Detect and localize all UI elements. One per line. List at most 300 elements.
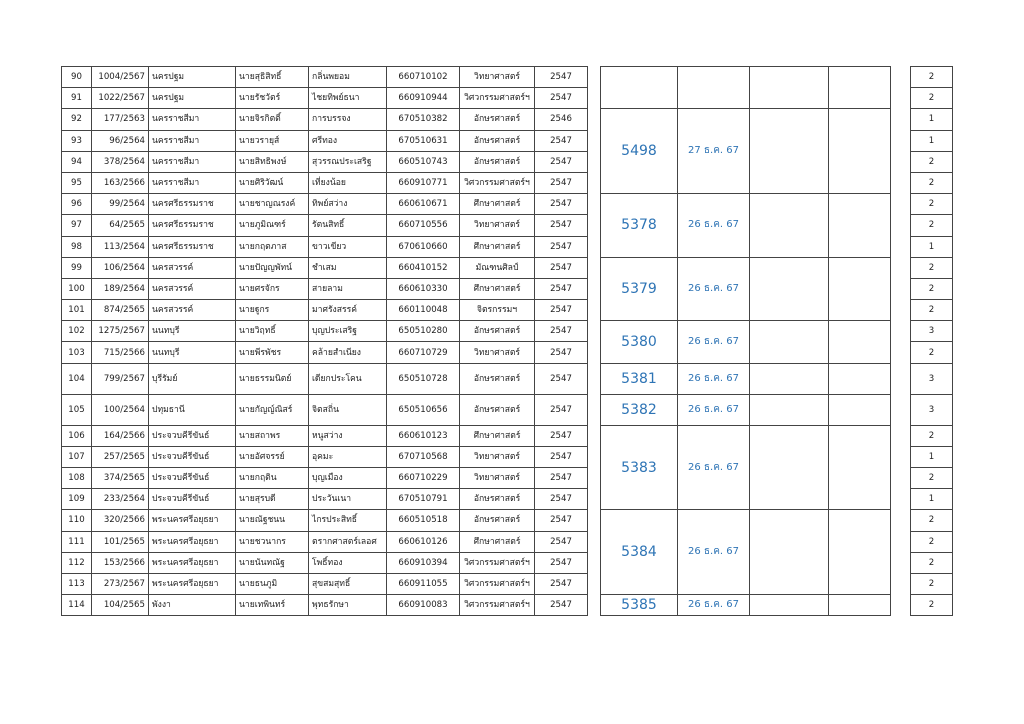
spacer-cell	[588, 342, 601, 363]
spacer-cell	[588, 489, 601, 510]
count-cell: 2	[911, 151, 953, 172]
spacer-cell	[588, 151, 601, 172]
first-name-cell: นายกฤตภาส	[236, 236, 309, 257]
student-id-cell: 660910771	[387, 172, 460, 193]
spacer-cell	[891, 510, 911, 531]
first-name-cell: นายอัศจรรย์	[236, 446, 309, 467]
spacer-cell	[891, 130, 911, 151]
table-body	[62, 67, 953, 616]
province-cell: ประจวบคีรีขันธ์	[149, 489, 236, 510]
count-cell: 3	[911, 394, 953, 425]
reference-cell: 104/2565	[92, 595, 149, 616]
count-cell: 2	[911, 573, 953, 594]
spacer-cell	[588, 595, 601, 616]
faculty-cell: อักษรศาสตร์	[460, 363, 535, 394]
reference-cell: 257/2565	[92, 446, 149, 467]
spacer-cell	[588, 88, 601, 109]
reference-cell: 101/2565	[92, 531, 149, 552]
year-cell: 2547	[535, 489, 588, 510]
first-name-cell: นายจิรกิตติ์	[236, 109, 309, 130]
first-name-cell: นายณัฐชนน	[236, 510, 309, 531]
first-name-cell: นายฐูกร	[236, 300, 309, 321]
first-name-cell: นายสุธิสิทธิ์	[236, 67, 309, 88]
faculty-cell: จิตรกรรมฯ	[460, 300, 535, 321]
count-cell: 2	[911, 215, 953, 236]
reference-cell: 233/2564	[92, 489, 149, 510]
row-number-cell: 100	[62, 278, 92, 299]
province-cell: พังงา	[149, 595, 236, 616]
spacer-cell	[588, 446, 601, 467]
surname-cell: ชำเสม	[309, 257, 387, 278]
faculty-cell: อักษรศาสตร์	[460, 321, 535, 342]
surname-cell: ทิพย์สว่าง	[309, 194, 387, 215]
student-id-cell: 660710729	[387, 342, 460, 363]
year-cell: 2547	[535, 363, 588, 394]
student-id-cell: 660710102	[387, 67, 460, 88]
count-cell: 2	[911, 552, 953, 573]
faculty-cell: วิศวกรรมศาสตร์ฯ	[460, 552, 535, 573]
blank-cell-b	[829, 257, 891, 321]
blank-cell-b	[829, 363, 891, 394]
date-cell: 26 ธ.ค. 67	[678, 394, 750, 425]
blank-cell-a	[750, 394, 829, 425]
student-id-cell: 670610660	[387, 236, 460, 257]
year-cell: 2547	[535, 394, 588, 425]
reference-cell: 100/2564	[92, 394, 149, 425]
spacer-cell	[891, 531, 911, 552]
blank-cell-b	[829, 194, 891, 258]
table-row	[62, 595, 953, 616]
date-cell: 26 ธ.ค. 67	[678, 425, 750, 510]
date-cell: 26 ธ.ค. 67	[678, 194, 750, 258]
count-cell: 2	[911, 531, 953, 552]
spacer-cell	[891, 151, 911, 172]
student-id-cell: 660710556	[387, 215, 460, 236]
reference-cell: 374/2565	[92, 468, 149, 489]
reference-cell: 273/2567	[92, 573, 149, 594]
row-number-cell: 105	[62, 394, 92, 425]
surname-cell: บุญเมือง	[309, 468, 387, 489]
surname-cell: ขาวเขียว	[309, 236, 387, 257]
faculty-cell: อักษรศาสตร์	[460, 130, 535, 151]
blank-cell-b	[829, 595, 891, 616]
count-cell: 1	[911, 236, 953, 257]
row-number-cell: 104	[62, 363, 92, 394]
date-cell: 27 ธ.ค. 67	[678, 109, 750, 194]
reference-cell: 99/2564	[92, 194, 149, 215]
blank-cell-b	[829, 510, 891, 595]
row-number-cell: 109	[62, 489, 92, 510]
document-number-cell: 5381	[601, 363, 678, 394]
student-id-cell: 660910083	[387, 595, 460, 616]
spacer-cell	[588, 573, 601, 594]
province-cell: นครราชสีมา	[149, 130, 236, 151]
reference-cell: 177/2563	[92, 109, 149, 130]
surname-cell: สายลาม	[309, 278, 387, 299]
count-cell: 3	[911, 321, 953, 342]
date-cell: 26 ธ.ค. 67	[678, 321, 750, 363]
document-number-cell: 5498	[601, 109, 678, 194]
first-name-cell: นายสุรบดี	[236, 489, 309, 510]
spacer-cell	[891, 446, 911, 467]
date-cell	[678, 67, 750, 109]
first-name-cell: นายศิริวัฒน์	[236, 172, 309, 193]
province-cell: พระนครศรีอยุธยา	[149, 552, 236, 573]
row-number-cell: 111	[62, 531, 92, 552]
blank-cell-a	[750, 67, 829, 109]
province-cell: นครศรีธรรมราช	[149, 236, 236, 257]
faculty-cell: วิทยาศาสตร์	[460, 342, 535, 363]
surname-cell: ไชยทิพย์ธนา	[309, 88, 387, 109]
surname-cell: เที่ยงน้อย	[309, 172, 387, 193]
year-cell: 2547	[535, 130, 588, 151]
province-cell: ประจวบคีรีขันธ์	[149, 446, 236, 467]
student-id-cell: 670510382	[387, 109, 460, 130]
faculty-cell: อักษรศาสตร์	[460, 510, 535, 531]
province-cell: พระนครศรีอยุธยา	[149, 531, 236, 552]
surname-cell: จิตสถิ่น	[309, 394, 387, 425]
province-cell: นครปฐม	[149, 88, 236, 109]
count-cell: 2	[911, 468, 953, 489]
reference-cell: 1022/2567	[92, 88, 149, 109]
reference-cell: 163/2566	[92, 172, 149, 193]
spacer-cell	[891, 88, 911, 109]
year-cell: 2547	[535, 172, 588, 193]
year-cell: 2547	[535, 595, 588, 616]
blank-cell-b	[829, 67, 891, 109]
count-cell: 1	[911, 446, 953, 467]
row-number-cell: 101	[62, 300, 92, 321]
row-number-cell: 97	[62, 215, 92, 236]
row-number-cell: 103	[62, 342, 92, 363]
blank-cell-a	[750, 363, 829, 394]
row-number-cell: 106	[62, 425, 92, 446]
spacer-cell	[891, 194, 911, 215]
province-cell: ปทุมธานี	[149, 394, 236, 425]
count-cell: 1	[911, 489, 953, 510]
reference-cell: 1004/2567	[92, 67, 149, 88]
document-number-cell: 5379	[601, 257, 678, 321]
reference-cell: 378/2564	[92, 151, 149, 172]
count-cell: 2	[911, 342, 953, 363]
count-cell: 1	[911, 130, 953, 151]
row-number-cell: 107	[62, 446, 92, 467]
reference-cell: 320/2566	[92, 510, 149, 531]
blank-cell-a	[750, 194, 829, 258]
surname-cell: ศรีทอง	[309, 130, 387, 151]
faculty-cell: ศึกษาศาสตร์	[460, 194, 535, 215]
spacer-cell	[891, 342, 911, 363]
first-name-cell: นายปัญญพัทน์	[236, 257, 309, 278]
blank-cell-b	[829, 425, 891, 510]
surname-cell: มาศรังสรรค์	[309, 300, 387, 321]
year-cell: 2546	[535, 109, 588, 130]
row-number-cell: 110	[62, 510, 92, 531]
surname-cell: อุคมะ	[309, 446, 387, 467]
surname-cell: ประวันเนา	[309, 489, 387, 510]
reference-cell: 96/2564	[92, 130, 149, 151]
province-cell: นครสวรรค์	[149, 300, 236, 321]
spacer-cell	[891, 573, 911, 594]
province-cell: นครราชสีมา	[149, 172, 236, 193]
table-row	[62, 425, 953, 446]
spacer-cell	[588, 236, 601, 257]
reference-cell: 189/2564	[92, 278, 149, 299]
surname-cell: เดียกประโคน	[309, 363, 387, 394]
faculty-cell: อักษรศาสตร์	[460, 109, 535, 130]
faculty-cell: อักษรศาสตร์	[460, 394, 535, 425]
first-name-cell: นายภูมิณฑร์	[236, 215, 309, 236]
reference-cell: 874/2565	[92, 300, 149, 321]
reference-cell: 64/2565	[92, 215, 149, 236]
count-cell: 2	[911, 172, 953, 193]
spacer-cell	[588, 425, 601, 446]
document-number-cell	[601, 67, 678, 109]
province-cell: นครสวรรค์	[149, 257, 236, 278]
year-cell: 2547	[535, 321, 588, 342]
row-number-cell: 96	[62, 194, 92, 215]
province-cell: นนทบุรี	[149, 342, 236, 363]
row-number-cell: 112	[62, 552, 92, 573]
faculty-cell: วิทยาศาสตร์	[460, 67, 535, 88]
year-cell: 2547	[535, 300, 588, 321]
row-number-cell: 94	[62, 151, 92, 172]
faculty-cell: วิศวกรรมศาสตร์ฯ	[460, 172, 535, 193]
student-id-cell: 660910394	[387, 552, 460, 573]
spacer-cell	[891, 468, 911, 489]
spacer-cell	[588, 257, 601, 278]
row-number-cell: 91	[62, 88, 92, 109]
blank-cell-a	[750, 109, 829, 194]
row-number-cell: 102	[62, 321, 92, 342]
faculty-cell: ศึกษาศาสตร์	[460, 278, 535, 299]
surname-cell: การบรรจง	[309, 109, 387, 130]
faculty-cell: วิทยาศาสตร์	[460, 468, 535, 489]
table-row	[62, 510, 953, 531]
document-number-cell: 5378	[601, 194, 678, 258]
date-cell: 26 ธ.ค. 67	[678, 363, 750, 394]
year-cell: 2547	[535, 468, 588, 489]
year-cell: 2547	[535, 510, 588, 531]
student-id-cell: 660110048	[387, 300, 460, 321]
spacer-cell	[588, 172, 601, 193]
count-cell: 2	[911, 194, 953, 215]
faculty-cell: ศึกษาศาสตร์	[460, 531, 535, 552]
spacer-cell	[891, 257, 911, 278]
surname-cell: คล้ายสำเนียง	[309, 342, 387, 363]
faculty-cell: อักษรศาสตร์	[460, 489, 535, 510]
student-id-cell: 660610126	[387, 531, 460, 552]
first-name-cell: นายสถาพร	[236, 425, 309, 446]
spacer-cell	[588, 67, 601, 88]
first-name-cell: นายธนภูมิ	[236, 573, 309, 594]
student-id-cell: 660510518	[387, 510, 460, 531]
reference-cell: 164/2566	[92, 425, 149, 446]
row-number-cell: 90	[62, 67, 92, 88]
document-number-cell: 5383	[601, 425, 678, 510]
count-cell: 2	[911, 67, 953, 88]
year-cell: 2547	[535, 531, 588, 552]
province-cell: นครปฐม	[149, 67, 236, 88]
count-cell: 3	[911, 363, 953, 394]
first-name-cell: นายนันทณัฐ	[236, 552, 309, 573]
spacer-cell	[588, 321, 601, 342]
surname-cell: รัตนสิทธิ์	[309, 215, 387, 236]
spacer-cell	[891, 300, 911, 321]
province-cell: พระนครศรีอยุธยา	[149, 573, 236, 594]
year-cell: 2547	[535, 446, 588, 467]
student-id-cell: 660410152	[387, 257, 460, 278]
first-name-cell: นายรัชวัตร์	[236, 88, 309, 109]
row-number-cell: 98	[62, 236, 92, 257]
spacer-cell	[588, 552, 601, 573]
spacer-cell	[891, 489, 911, 510]
spacer-cell	[891, 363, 911, 394]
student-id-cell: 650510728	[387, 363, 460, 394]
province-cell: บุรีรัมย์	[149, 363, 236, 394]
count-cell: 2	[911, 278, 953, 299]
first-name-cell: นายพีรพัชร	[236, 342, 309, 363]
document-number-cell: 5380	[601, 321, 678, 363]
faculty-cell: อักษรศาสตร์	[460, 151, 535, 172]
document-sheet	[61, 66, 935, 636]
blank-cell-a	[750, 321, 829, 363]
year-cell: 2547	[535, 278, 588, 299]
faculty-cell: ศึกษาศาสตร์	[460, 425, 535, 446]
count-cell: 2	[911, 425, 953, 446]
spacer-cell	[588, 363, 601, 394]
count-cell: 1	[911, 109, 953, 130]
count-cell: 2	[911, 257, 953, 278]
spacer-cell	[891, 236, 911, 257]
student-id-cell: 650510656	[387, 394, 460, 425]
document-number-cell: 5384	[601, 510, 678, 595]
surname-cell: สุวรรณประเสริฐ	[309, 151, 387, 172]
blank-cell-a	[750, 425, 829, 510]
surname-cell: กลิ่นพยอม	[309, 67, 387, 88]
spacer-cell	[891, 278, 911, 299]
blank-cell-a	[750, 510, 829, 595]
reference-cell: 113/2564	[92, 236, 149, 257]
student-id-cell: 660610330	[387, 278, 460, 299]
row-number-cell: 92	[62, 109, 92, 130]
faculty-cell: มัณฑนศิลป์	[460, 257, 535, 278]
spacer-cell	[891, 595, 911, 616]
count-cell: 2	[911, 88, 953, 109]
province-cell: นครศรีธรรมราช	[149, 215, 236, 236]
faculty-cell: วิทยาศาสตร์	[460, 446, 535, 467]
year-cell: 2547	[535, 573, 588, 594]
first-name-cell: นายสิทธิพงษ์	[236, 151, 309, 172]
row-number-cell: 99	[62, 257, 92, 278]
spacer-cell	[588, 215, 601, 236]
spacer-cell	[891, 109, 911, 130]
count-cell: 2	[911, 300, 953, 321]
spacer-cell	[588, 194, 601, 215]
student-id-cell: 660710229	[387, 468, 460, 489]
first-name-cell: นายชาญณรงค์	[236, 194, 309, 215]
row-number-cell: 114	[62, 595, 92, 616]
surname-cell: หนูสว่าง	[309, 425, 387, 446]
student-id-cell: 670510631	[387, 130, 460, 151]
student-id-cell: 650510280	[387, 321, 460, 342]
spacer-cell	[891, 215, 911, 236]
blank-cell-a	[750, 257, 829, 321]
row-number-cell: 113	[62, 573, 92, 594]
reference-cell: 1275/2567	[92, 321, 149, 342]
first-name-cell: นายเทพินทร์	[236, 595, 309, 616]
spacer-cell	[891, 552, 911, 573]
date-cell: 26 ธ.ค. 67	[678, 257, 750, 321]
registry-table	[61, 66, 953, 616]
spacer-cell	[588, 109, 601, 130]
faculty-cell: ศึกษาศาสตร์	[460, 236, 535, 257]
row-number-cell: 93	[62, 130, 92, 151]
province-cell: นนทบุรี	[149, 321, 236, 342]
document-number-cell: 5382	[601, 394, 678, 425]
spacer-cell	[588, 394, 601, 425]
student-id-cell: 660910944	[387, 88, 460, 109]
year-cell: 2547	[535, 194, 588, 215]
surname-cell: สุขสมสุทธิ์	[309, 573, 387, 594]
year-cell: 2547	[535, 257, 588, 278]
table-row	[62, 321, 953, 342]
year-cell: 2547	[535, 215, 588, 236]
reference-cell: 715/2566	[92, 342, 149, 363]
blank-cell-a	[750, 595, 829, 616]
student-id-cell: 670710568	[387, 446, 460, 467]
province-cell: นครสวรรค์	[149, 278, 236, 299]
first-name-cell: นายกฤติน	[236, 468, 309, 489]
student-id-cell: 660510743	[387, 151, 460, 172]
year-cell: 2547	[535, 151, 588, 172]
spacer-cell	[891, 67, 911, 88]
blank-cell-b	[829, 109, 891, 194]
first-name-cell: นายศรจักร	[236, 278, 309, 299]
spacer-cell	[891, 321, 911, 342]
first-name-cell: นายธรรมนิตย์	[236, 363, 309, 394]
spacer-cell	[588, 300, 601, 321]
faculty-cell: วิศวกรรมศาสตร์ฯ	[460, 573, 535, 594]
row-number-cell: 95	[62, 172, 92, 193]
spacer-cell	[588, 468, 601, 489]
spacer-cell	[588, 278, 601, 299]
year-cell: 2547	[535, 67, 588, 88]
reference-cell: 153/2566	[92, 552, 149, 573]
date-cell: 26 ธ.ค. 67	[678, 595, 750, 616]
surname-cell: ตรากศาสตร์เลอศ	[309, 531, 387, 552]
first-name-cell: นายวรายุส์	[236, 130, 309, 151]
faculty-cell: วิศวกรรมศาสตร์ฯ	[460, 595, 535, 616]
year-cell: 2547	[535, 425, 588, 446]
spacer-cell	[588, 510, 601, 531]
document-number-cell: 5385	[601, 595, 678, 616]
reference-cell: 799/2567	[92, 363, 149, 394]
student-id-cell: 660911055	[387, 573, 460, 594]
table-row	[62, 363, 953, 394]
province-cell: พระนครศรีอยุธยา	[149, 510, 236, 531]
spacer-cell	[891, 425, 911, 446]
table-row	[62, 67, 953, 88]
student-id-cell: 660610123	[387, 425, 460, 446]
surname-cell: ไกรประสิทธิ์	[309, 510, 387, 531]
province-cell: นครศรีธรรมราช	[149, 194, 236, 215]
surname-cell: พุทธรักษา	[309, 595, 387, 616]
year-cell: 2547	[535, 88, 588, 109]
blank-cell-b	[829, 321, 891, 363]
table-row	[62, 394, 953, 425]
first-name-cell: นายชวนากร	[236, 531, 309, 552]
